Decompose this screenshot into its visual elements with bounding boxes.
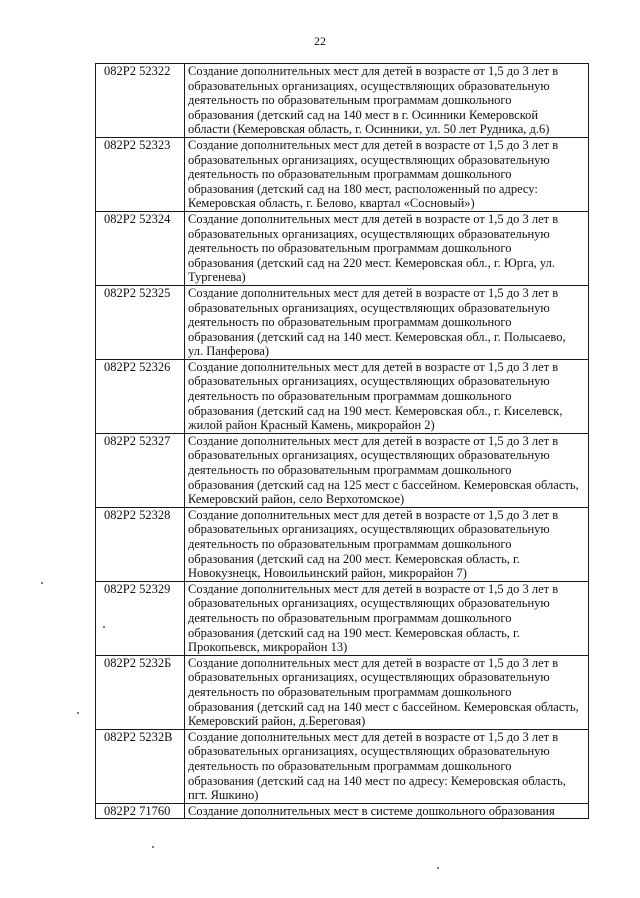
- description-line: Прокопьевск, микрорайон 13): [188, 640, 348, 655]
- description-line: образовательных организациях, осуществляющих образовательную: [188, 78, 550, 93]
- row-description: [185, 655, 589, 729]
- description-line: образовательных организациях, осуществляющих образовательную: [188, 522, 550, 537]
- description-line: деятельность по образовательным программам дошкольного: [188, 610, 512, 625]
- description-line: образования (детский сад на 140 мест. Кемеровская обл., г. Полысаево,: [188, 329, 566, 344]
- description-line: образования (детский сад на 140 мест по адресу: Кемеровская область,: [188, 773, 566, 788]
- description-line: образовательных организациях, осуществляющих образовательную: [188, 152, 550, 167]
- description-line: деятельность по образовательным программам дошкольного: [188, 684, 512, 699]
- row-code: 082P2 52323: [96, 137, 185, 211]
- description-line: Создание дополнительных мест для детей в возрасте от 1,5 до 3 лет в: [188, 211, 559, 226]
- description-line: образования (детский сад на 200 мест. Кемеровская область, г.: [188, 551, 520, 566]
- table-row: [96, 729, 589, 803]
- description-line: образования (детский сад на 220 мест. Кемеровская обл., г. Юрга, ул.: [188, 255, 555, 270]
- table-row: [96, 211, 589, 285]
- row-code: 082P2 52327: [96, 433, 185, 507]
- page-number: 22: [314, 34, 326, 48]
- description-line: образовательных организациях, осуществляющих образовательную: [188, 300, 550, 315]
- row-description: [185, 729, 589, 803]
- row-code: 082P2 5232В: [96, 729, 185, 803]
- row-code: 082P2 52329: [96, 581, 185, 655]
- description-line: Создание дополнительных мест для детей в возрасте от 1,5 до 3 лет в: [188, 729, 559, 744]
- description-line: Тургенева): [188, 270, 246, 285]
- description-line: образования (детский сад на 190 мест. Кемеровская обл., г. Киселевск,: [188, 403, 563, 418]
- row-description: [185, 507, 589, 581]
- row-code: 082P2 52325: [96, 285, 185, 359]
- description-line: Создание дополнительных мест для детей в возрасте от 1,5 до 3 лет в: [188, 359, 559, 374]
- description-line: образования (детский сад на 190 мест. Кемеровская область, г.: [188, 625, 520, 640]
- row-description: [185, 359, 589, 433]
- description-line: Создание дополнительных мест для детей в возрасте от 1,5 до 3 лет в: [188, 655, 559, 670]
- table-row: [96, 137, 589, 211]
- description-line: образовательных организациях, осуществляющих образовательную: [188, 448, 550, 463]
- row-description: [185, 433, 589, 507]
- description-line: образования (детский сад на 140 мест с бассейном. Кемеровская область,: [188, 699, 579, 714]
- description-line: Кемеровская область, г. Белово, квартал «Сосновый»): [188, 196, 475, 211]
- row-code: 082P2 5232Б: [96, 655, 185, 729]
- description-line: Кемеровский район, д.Береговая): [188, 714, 366, 729]
- table-row: [96, 359, 589, 433]
- description-line: образовательных организациях, осуществляющих образовательную: [188, 670, 550, 685]
- description-line: области (Кемеровская область, г. Осинники, ул. 50 лет Рудника, д.6): [188, 122, 550, 137]
- table-row: [96, 64, 589, 138]
- description-line: ул. Панферова): [188, 344, 270, 359]
- row-description: [185, 211, 589, 285]
- description-line: деятельность по образовательным программам дошкольного: [188, 389, 512, 404]
- description-line: образовательных организациях, осуществляющих образовательную: [188, 226, 550, 241]
- description-line: деятельность по образовательным программам дошкольного: [188, 93, 512, 108]
- description-line: Кемеровский район, село Верхотомское): [188, 492, 405, 507]
- description-line: Создание дополнительных мест для детей в возрасте от 1,5 до 3 лет в: [188, 581, 559, 596]
- description-line: Создание дополнительных мест в системе дошкольного образования: [188, 803, 555, 818]
- scan-speck: [437, 867, 439, 869]
- description-line: деятельность по образовательным программам дошкольного: [188, 167, 512, 182]
- row-description: [185, 803, 589, 819]
- description-line: Создание дополнительных мест для детей в возрасте от 1,5 до 3 лет в: [188, 137, 559, 152]
- description-line: Новокузнецк, Новоильинский район, микрорайон 7): [188, 566, 467, 581]
- description-line: образовательных организациях, осуществляющих образовательную: [188, 596, 550, 611]
- table-body: [96, 64, 589, 819]
- table-row: [96, 655, 589, 729]
- table-row: [96, 433, 589, 507]
- description-line: деятельность по образовательным программам дошкольного: [188, 463, 512, 478]
- description-line: образования (детский сад на 125 мест с бассейном. Кемеровская область,: [188, 477, 579, 492]
- table-row: [96, 803, 589, 819]
- row-description: [185, 64, 589, 138]
- description-line: образовательных организациях, осуществляющих образовательную: [188, 744, 550, 759]
- description-line: деятельность по образовательным программам дошкольного: [188, 315, 512, 330]
- scan-speck: [103, 626, 105, 628]
- budget-codes-table: [95, 63, 589, 819]
- table-row: [96, 285, 589, 359]
- scan-speck: [77, 712, 79, 714]
- table-row: [96, 581, 589, 655]
- description-line: образования (детский сад на 140 мест в г. Осинники Кемеровской: [188, 107, 539, 122]
- description-line: Создание дополнительных мест для детей в возрасте от 1,5 до 3 лет в: [188, 64, 559, 78]
- row-description: [185, 285, 589, 359]
- scan-speck: [152, 846, 154, 848]
- row-code: 082P2 52328: [96, 507, 185, 581]
- description-line: жилой район Красный Камень, микрорайон 2): [188, 418, 435, 433]
- row-description: [185, 581, 589, 655]
- description-line: Создание дополнительных мест для детей в возрасте от 1,5 до 3 лет в: [188, 285, 559, 300]
- description-line: деятельность по образовательным программам дошкольного: [188, 241, 512, 256]
- description-line: Создание дополнительных мест для детей в возрасте от 1,5 до 3 лет в: [188, 433, 559, 448]
- description-line: Создание дополнительных мест для детей в возрасте от 1,5 до 3 лет в: [188, 507, 559, 522]
- description-line: деятельность по образовательным программам дошкольного: [188, 758, 512, 773]
- table-row: [96, 507, 589, 581]
- row-code: 082P2 52324: [96, 211, 185, 285]
- description-line: деятельность по образовательным программам дошкольного: [188, 537, 512, 551]
- row-code: 082P2 52326: [96, 359, 185, 433]
- row-description: [185, 137, 589, 211]
- description-line: пгт. Яшкино): [188, 788, 259, 803]
- description-line: образования (детский сад на 180 мест, расположенный по адресу:: [188, 181, 538, 196]
- row-code: 082P2 52322: [96, 64, 185, 138]
- description-line: образовательных организациях, осуществляющих образовательную: [188, 374, 550, 389]
- scan-speck: [41, 582, 43, 584]
- row-code: 082P2 71760: [96, 803, 185, 819]
